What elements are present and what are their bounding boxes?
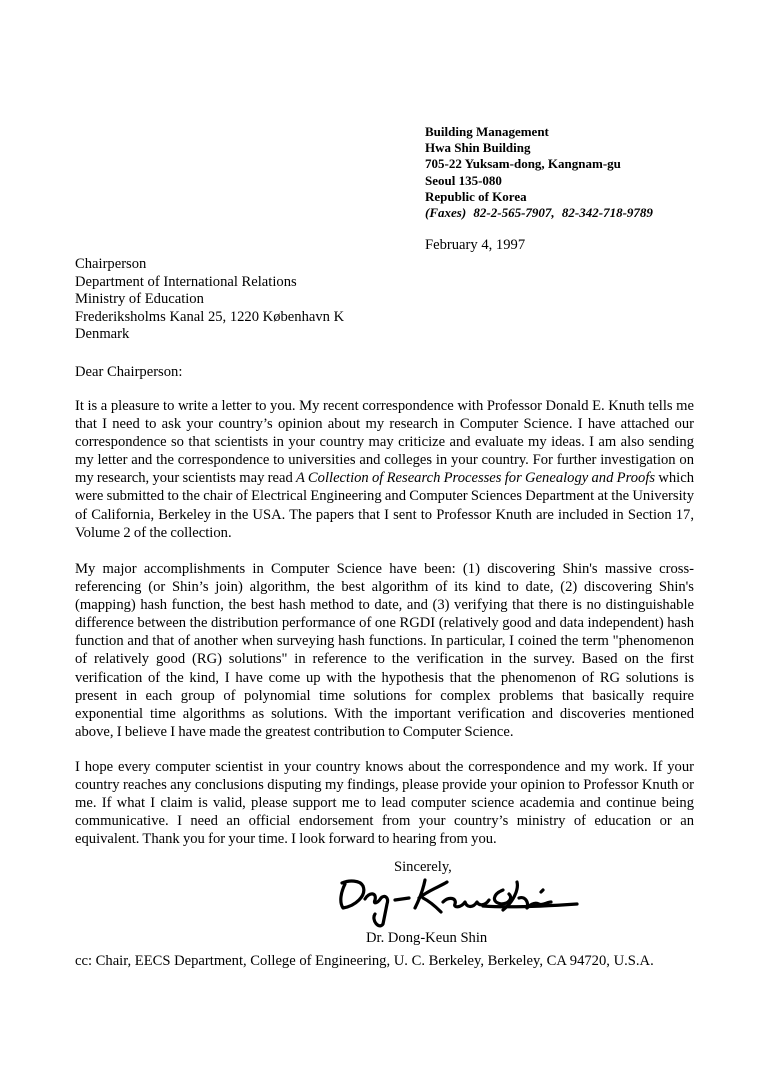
sender-country: Republic of Korea — [425, 188, 527, 204]
recipient-title: Chairperson — [75, 256, 147, 272]
body-paragraph-1 — [75, 397, 694, 542]
p1-book-title: A Collection of Research Processes for Genealogy and Proofs — [296, 470, 656, 487]
recipient-department: Department of International Relations — [75, 273, 297, 290]
sender-building: Hwa Shin Building — [425, 140, 531, 156]
closing: Sincerely, — [394, 859, 452, 875]
letter-date: February 4, 1997 — [425, 237, 526, 253]
p1-text-a: It is a pleasure to write a letter to you. My recent correspondence with Professor Donald E. Knuth tells me that I need to ask your country’s opinion about my research in Computer Science. I have attached our correspondence so that scientists in your country may criticize and evaluate my ideas. I am also sending my letter and the correspondence to universities and colleges in your country. For further investigation on my research, your scientists may read — [75, 398, 694, 487]
recipient-ministry: Ministry of Education — [75, 291, 204, 307]
p1-text-b: which were submitted to the chair of Electrical Engineering and Computer Sciences Department at the University of California, Berkeley in the USA. The papers that I sent to Professor Knuth are included in Section 17, Volume 2 of the collection. — [75, 470, 694, 541]
sender-name: Building Management — [425, 124, 549, 139]
sender-city: Seoul 135-080 — [425, 172, 502, 188]
salutation: Dear Chairperson: — [75, 364, 183, 380]
recipient-address-block — [75, 256, 344, 344]
handwritten-signature — [333, 868, 583, 933]
sender-address-block — [425, 124, 657, 221]
sender-street: 705-22 Yuksam-dong, Kangnam-gu — [425, 156, 621, 172]
recipient-street: Frederiksholms Kanal 25, 1220 København K — [75, 308, 345, 325]
cc-line: cc: Chair, EECS Department, College of Engineering, U. C. Berkeley, Berkeley, CA 94720, U.S.A. — [75, 953, 654, 969]
body-paragraph-2: My major accomplishments in Computer Science have been: (1) discovering Shin's massive cross-referencing (or Shin’s join) algorithm, the best algorithm of its kind to date, (2) discovering Shin's (mapping) hash function, the best hash method to date, and (3) verifying that there is no distinguishable difference between the distribution performance of one RGDI (relatively good and data independent) hash function and that of another when surveying hash functions. In particular, I coined the term "phenomenon of relatively good (RG) solutions" in reference to the verification in the survey. Based on the first verification of the kind, I have come up with the hypothesis that the phenomenon of RG solutions is present in each group of polynomial time solutions for complex problems that basically require exponential time algorithms as solutions. With the important verification and discoveries mentioned above, I believe I have made the greatest contribution to Computer Science. — [75, 561, 694, 740]
recipient-country: Denmark — [75, 326, 130, 342]
body-paragraph-3: I hope every computer scientist in your country knows about the correspondence and my work. If your country reaches any conclusions disputing my findings, please provide your opinion to Professor Knuth or me. If what I claim is valid, please support me to lead computer science academia and continue being communicative. I need an official endorsement from your country’s ministry of education or an equivalent. Thank you for your time. I look forward to hearing from you. — [75, 759, 694, 848]
signer-name: Dr. Dong-Keun Shin — [366, 930, 488, 946]
fax-number-1: 82-2-565-7907, — [473, 205, 555, 221]
fax-label: (Faxes) — [425, 205, 467, 221]
sender-fax-line — [425, 205, 657, 221]
signature-drawing — [333, 868, 583, 928]
fax-number-2: 82-342-718-9789 — [561, 205, 653, 221]
